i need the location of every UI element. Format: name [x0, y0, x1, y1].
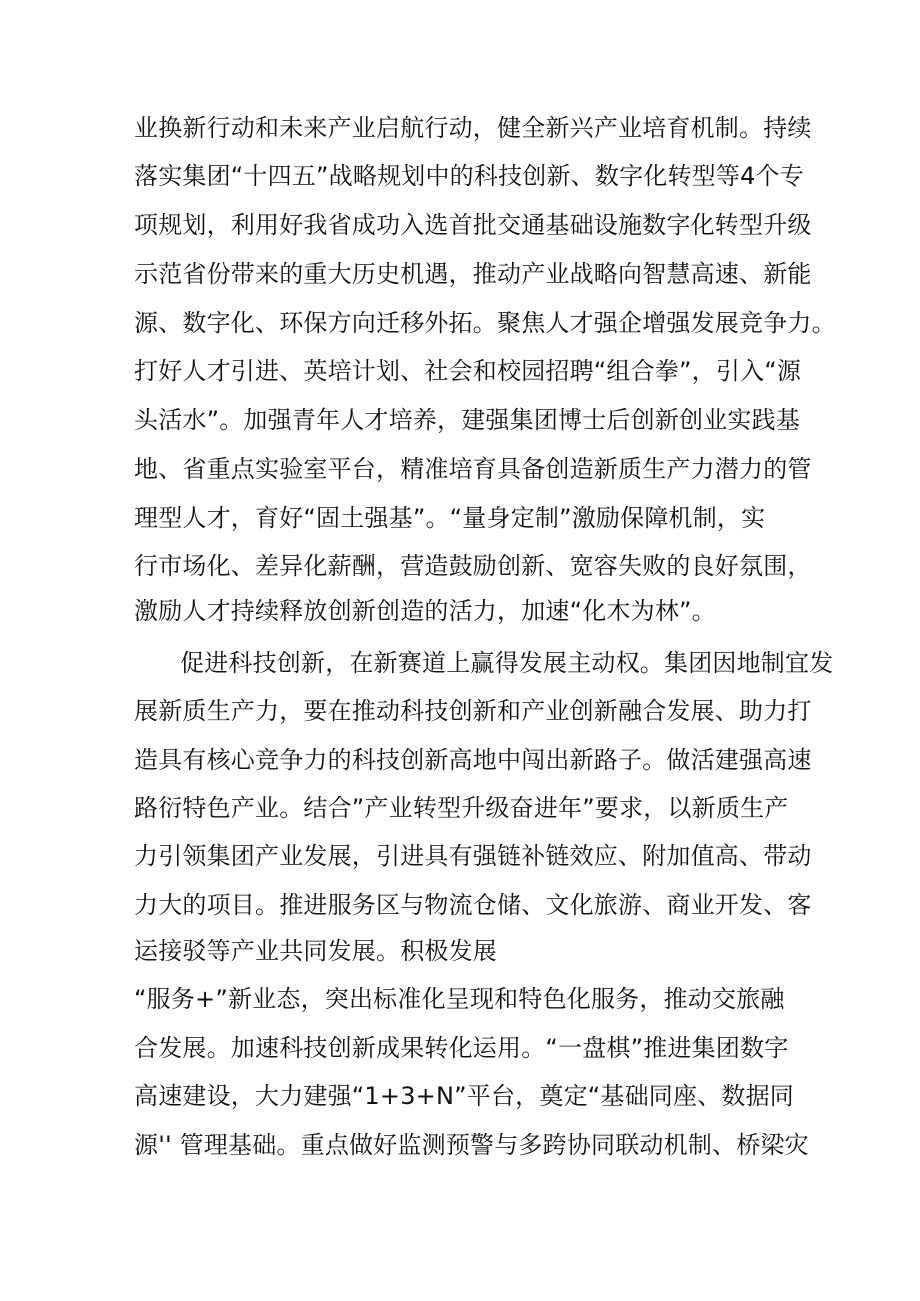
text-line-19: “服务+”新业态，突出标准化呈现和特色化服务，推动交旅融	[134, 985, 785, 1013]
text-line-20: 合发展。加速科技创新成果转化运用。“一盘棋”推进集团数字	[134, 1034, 789, 1062]
text-line-1: 业换新行动和未来产业启航行动，健全新兴产业培育机制。持续	[134, 114, 812, 142]
text-line-10: 行市场化、差异化薪酬，营造鼓励创新、宽容失败的良好氛围，	[134, 552, 812, 580]
text-line-15: 路衍特色产业。结合”产业转型升级奋进年”要求，以新质生产	[134, 794, 789, 822]
paragraph-2-line-1: 促进科技创新，在新赛道上赢得发展主动权。集团因地制宜发	[180, 649, 834, 677]
text-line-18: 运接驳等产业共同发展。积极发展	[134, 937, 497, 965]
text-line-21: 高速建设，大力建强“1+3+N”平台，奠定“基础同座、数据同	[134, 1082, 795, 1110]
text-line-13: 展新质生产力，要在推动科技创新和产业创新融合发展、助力打	[134, 697, 812, 725]
text-line-11: 激励人才持续释放创新创造的活力，加速“化木为林”。	[134, 597, 716, 625]
text-line-8: 地、省重点实验室平台，精准培育具备创造新质生产力潜力的管	[134, 455, 812, 483]
text-line-9: 理型人才，育好“固土强基”。“量身定制”激励保障机制，实	[134, 504, 766, 532]
text-line-6: 打好人才引进、英培计划、社会和校园招聘“组合拳”，引入“源	[134, 357, 802, 385]
text-line-3: 项规划，利用好我省成功入选首批交通基础设施数字化转型升级	[134, 211, 812, 239]
text-line-5: 源、数字化、环保方向迁移外拓。聚焦人才强企增强发展竞争力。	[134, 309, 836, 337]
text-line-7: 头活水”。加强青年人才培养，建强集团博士后创新创业实践基	[134, 406, 801, 434]
text-line-2: 落实集团“十四五”战略规划中的科技创新、数字化转型等4个专	[134, 162, 804, 190]
text-line-17: 力大的项目。推进服务区与物流仓储、文化旅游、商业开发、客	[134, 891, 812, 919]
text-line-14: 造具有核心竞争力的科技创新高地中闯出新路子。做活建强高速	[134, 746, 812, 774]
text-line-4: 示范省份带来的重大历史机遇，推动产业战略向智慧高速、新能	[134, 260, 812, 288]
text-line-16: 力引领集团产业发展，引进具有强链补链效应、附加值高、带动	[134, 842, 812, 870]
text-line-22: 源'' 管理基础。重点做好监测预警与多跨协同联动机制、桥梁灾	[134, 1131, 809, 1159]
